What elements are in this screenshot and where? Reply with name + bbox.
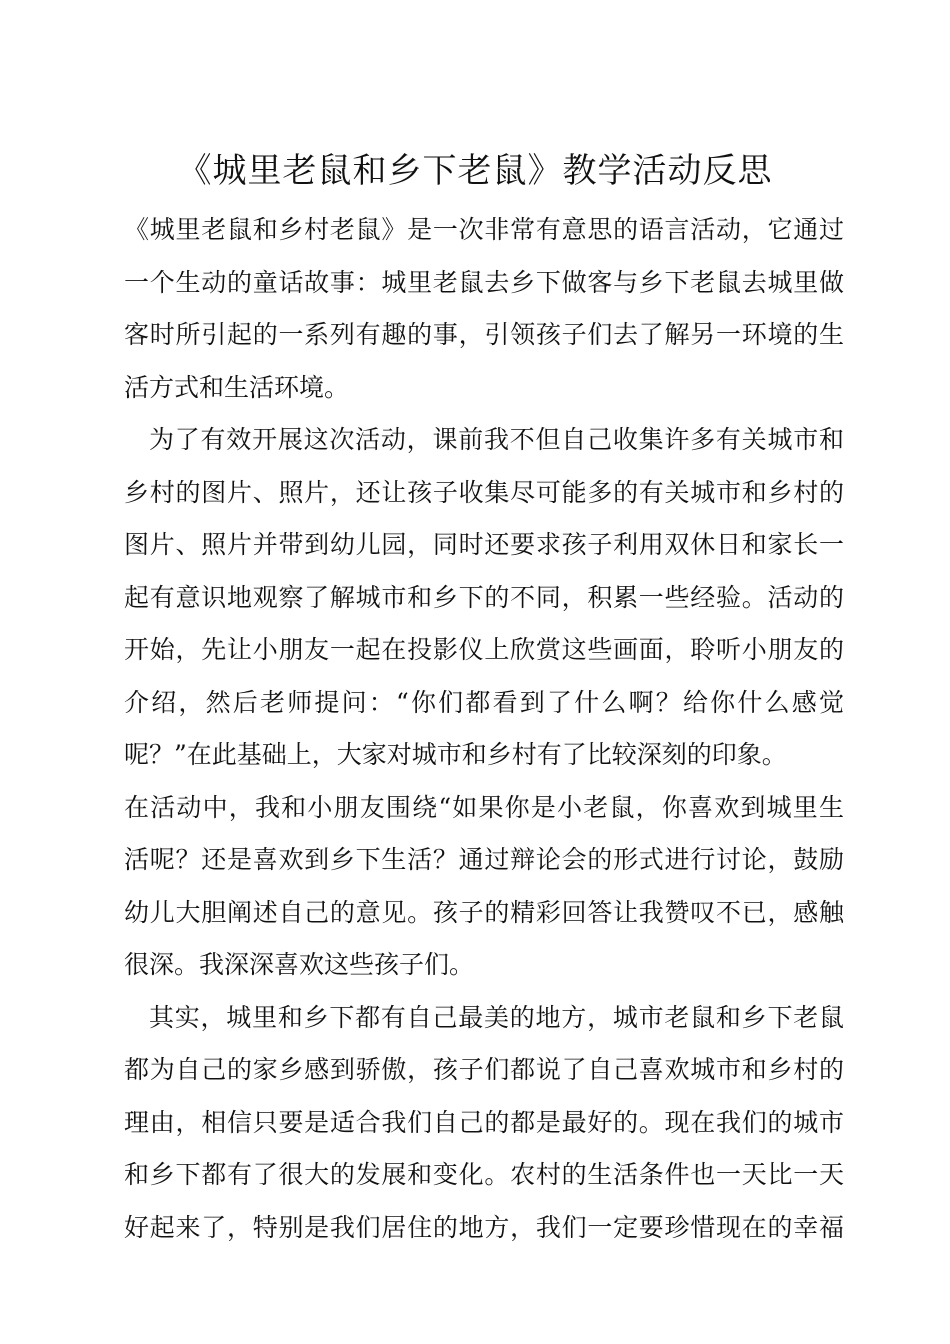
paragraph-line: 图片、照片并带到幼儿园，同时还要求孩子利用双休日和家长一 [124,530,844,559]
document-body [124,204,844,1254]
paragraph-line: 客时所引起的一系列有趣的事，引领孩子们去了解另一环境的生 [124,320,844,349]
paragraph-line: 其实，城里和乡下都有自己最美的地方，城市老鼠和乡下老鼠 [149,1002,844,1032]
paragraph-line: 活方式和生活环境。 [124,372,350,402]
paragraph-line: 都为自己的家乡感到骄傲，孩子们都说了自己喜欢城市和乡村的 [124,1055,844,1084]
paragraph-line: 一个生动的童话故事：城里老鼠去乡下做客与乡下老鼠去城里做 [124,267,844,297]
paragraph-line: 介绍，然后老师提问：“你们都看到了什么啊？给你什么感觉 [124,687,844,717]
paragraph-line: 和乡下都有了很大的发展和变化。农村的生活条件也一天比一天 [124,1160,844,1189]
paragraph-line: 呢？”在此基础上，大家对城市和乡村有了比较深刻的印象。 [124,740,787,769]
document-title: 《城里老鼠和乡下老鼠》教学活动反思 [177,151,773,191]
paragraph-2 [124,414,844,992]
paragraph-line: 好起来了，特别是我们居住的地方，我们一定要珍惜现在的幸福 [124,1212,844,1242]
paragraph-line: 理由，相信只要是适合我们自己的都是最好的。现在我们的城市 [124,1107,844,1137]
paragraph-1 [124,204,844,414]
paragraph-line: 《城里老鼠和乡村老鼠》是一次非常有意思的语言活动，它通过 [124,215,844,244]
paragraph-line: 为了有效开展这次活动，课前我不但自己收集许多有关城市和 [149,425,844,454]
paragraph-line: 起有意识地观察了解城市和乡下的不同，积累一些经验。活动的 [124,582,844,612]
paragraph-line: 活呢？还是喜欢到乡下生活？通过辩论会的形式进行讨论，鼓励 [124,845,844,874]
paragraph-line: 很深。我深深喜欢这些孩子们。 [124,950,475,979]
paragraph-line: 在活动中，我和小朋友围绕“如果你是小老鼠，你喜欢到城里生 [124,792,844,822]
paragraph-line: 开始，先让小朋友一起在投影仪上欣赏这些画面，聆听小朋友的 [124,635,844,664]
paragraph-line: 乡村的图片、照片，还让孩子收集尽可能多的有关城市和乡村的 [124,477,844,507]
paragraph-line: 幼儿大胆阐述自己的意见。孩子的精彩回答让我赞叹不已，感触 [124,897,844,927]
paragraph-3 [124,992,844,1255]
